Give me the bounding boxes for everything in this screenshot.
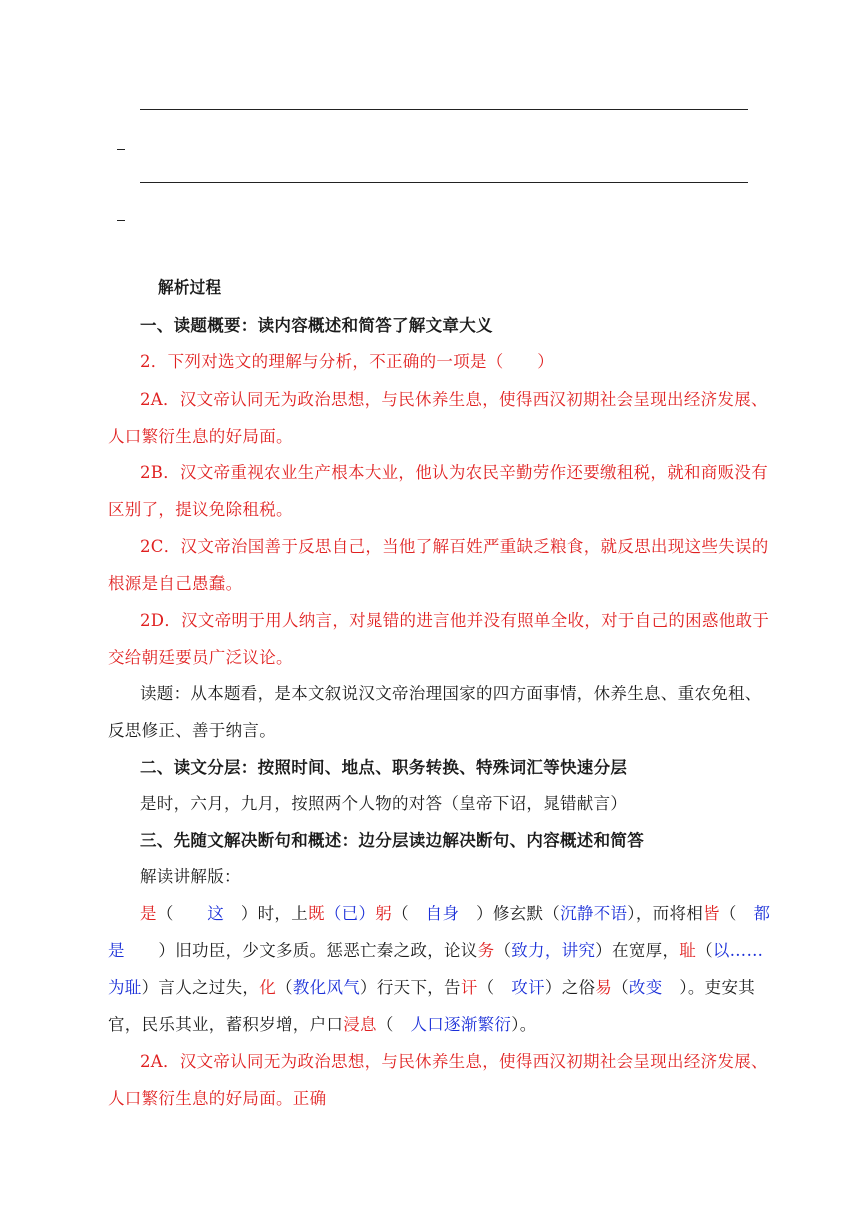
- passage-word: 易: [595, 978, 613, 997]
- option-b-line-2: 区别了，提议免除租税。: [108, 500, 293, 519]
- passage-text: ）。吏安其: [662, 978, 756, 997]
- passage-word: 务: [477, 941, 495, 960]
- answer-blank-line-1: [140, 109, 748, 110]
- passage-gloss: 人口逐渐繁衍: [410, 1015, 512, 1034]
- passage-word: 耻: [679, 941, 697, 960]
- passage-word: 化: [259, 978, 277, 997]
- passage-gloss: 自身: [425, 904, 460, 923]
- passage-text: ）。: [511, 1015, 537, 1034]
- passage-text: ）行天下，告: [360, 978, 461, 997]
- passage-text: ）修玄默（: [459, 904, 561, 923]
- reading-note-line-1: 读题：从本题看，是本文叙说汉文帝治理国家的四方面事情，休养生息、重农免租、: [140, 684, 762, 703]
- passage-text: （: [612, 978, 629, 997]
- option-c-line-1: 2C．汉文帝治国善于反思自己，当他了解百姓严重缺乏粮食，就反思出现这些失误的: [140, 537, 769, 556]
- passage-word: 既: [308, 904, 325, 923]
- passage-text: 官，民乐其业，蓄积岁增，户口: [108, 1015, 344, 1034]
- question-2: 2．下列对选文的理解与分析，不正确的一项是（ ）: [140, 352, 554, 371]
- passage-text: （: [719, 904, 754, 923]
- passage-gloss: 改变: [628, 978, 663, 997]
- passage-text: ）时，上: [224, 904, 309, 923]
- passage-text: （: [696, 941, 713, 960]
- passage-text: （: [376, 1015, 411, 1034]
- passage-word: 躬: [375, 904, 393, 923]
- passage-gloss: 是: [108, 941, 125, 960]
- option-d-line-1: 2D．汉文帝明于用人纳言，对晁错的进言他并没有照单全收，对于自己的困惑他敢于: [140, 611, 770, 630]
- option-a-line-2: 人口繁衍生息的好局面。: [108, 427, 293, 446]
- passage-line-3: [108, 978, 758, 998]
- passage-word: 讦: [460, 978, 478, 997]
- passage-line-2: [108, 941, 764, 961]
- answer-blank-tail-1: [117, 149, 125, 150]
- passage-text: （: [494, 941, 512, 960]
- option-b-line-1: 2B．汉文帝重视农业生产根本大业，他认为农民辛勤劳作还要缴租税，就和商贩没有: [140, 463, 769, 482]
- passage-line-1: [140, 904, 771, 924]
- section3-intro: 解读讲解版：: [140, 867, 241, 886]
- reading-note-line-2: 反思修正、善于纳言。: [108, 721, 276, 740]
- passage-text: ）在宽厚，: [595, 941, 680, 960]
- passage-text: （: [477, 978, 512, 997]
- passage-text: （: [276, 978, 293, 997]
- passage-gloss: 沉静不语: [560, 904, 628, 923]
- analysis-heading: 解析过程: [158, 278, 222, 297]
- passage-word: 皆: [703, 904, 720, 923]
- section2-title: 二、读文分层：按照时间、地点、职务转换、特殊词汇等快速分层: [140, 758, 628, 777]
- passage-word: 浸息: [343, 1015, 377, 1034]
- passage-text: ），而将相: [627, 904, 704, 923]
- passage-gloss: 为耻: [108, 978, 142, 997]
- passage-gloss: 这: [207, 904, 225, 923]
- final-option-a-line-2: 人口繁衍生息的好局面。正确: [108, 1089, 327, 1108]
- passage-text: ）之俗: [544, 978, 596, 997]
- option-c-line-2: 根源是自己愚蠢。: [108, 574, 243, 593]
- section1-title: 一、读题概要：读内容概述和简答了解文章大义: [140, 316, 493, 335]
- answer-blank-tail-2: [117, 220, 125, 221]
- passage-gloss: 教化风气: [292, 978, 361, 997]
- passage-gloss: 攻讦: [511, 978, 545, 997]
- passage-gloss: 都: [753, 904, 771, 923]
- passage-text: （: [156, 904, 208, 923]
- passage-text: ）言人之过失，: [141, 978, 260, 997]
- option-a-line-1: 2A．汉文帝认同无为政治思想，与民休养生息，使得西汉初期社会呈现出经济发展、: [140, 390, 768, 409]
- passage-word: 是: [140, 904, 157, 923]
- section3-title: 三、先随文解决断句和概述：边分层读边解决断句、内容概述和简答: [140, 831, 644, 850]
- passage-gloss: 致力，讲究: [511, 941, 596, 960]
- passage-line-4: [108, 1015, 758, 1035]
- passage-gloss: 以……: [712, 941, 764, 960]
- passage-gloss: （已）: [324, 904, 376, 923]
- section2-body: 是时，六月，九月，按照两个人物的对答（皇帝下诏，晁错献言）: [140, 794, 628, 813]
- final-option-a-line-1: 2A．汉文帝认同无为政治思想，与民休养生息，使得西汉初期社会呈现出经济发展、: [140, 1052, 768, 1071]
- passage-text: ）旧功臣，少文多质。惩恶亡秦之政，论议: [124, 941, 478, 960]
- passage-text: （: [392, 904, 426, 923]
- option-d-line-2: 交给朝廷要员广泛议论。: [108, 648, 293, 667]
- answer-blank-line-2: [140, 182, 748, 183]
